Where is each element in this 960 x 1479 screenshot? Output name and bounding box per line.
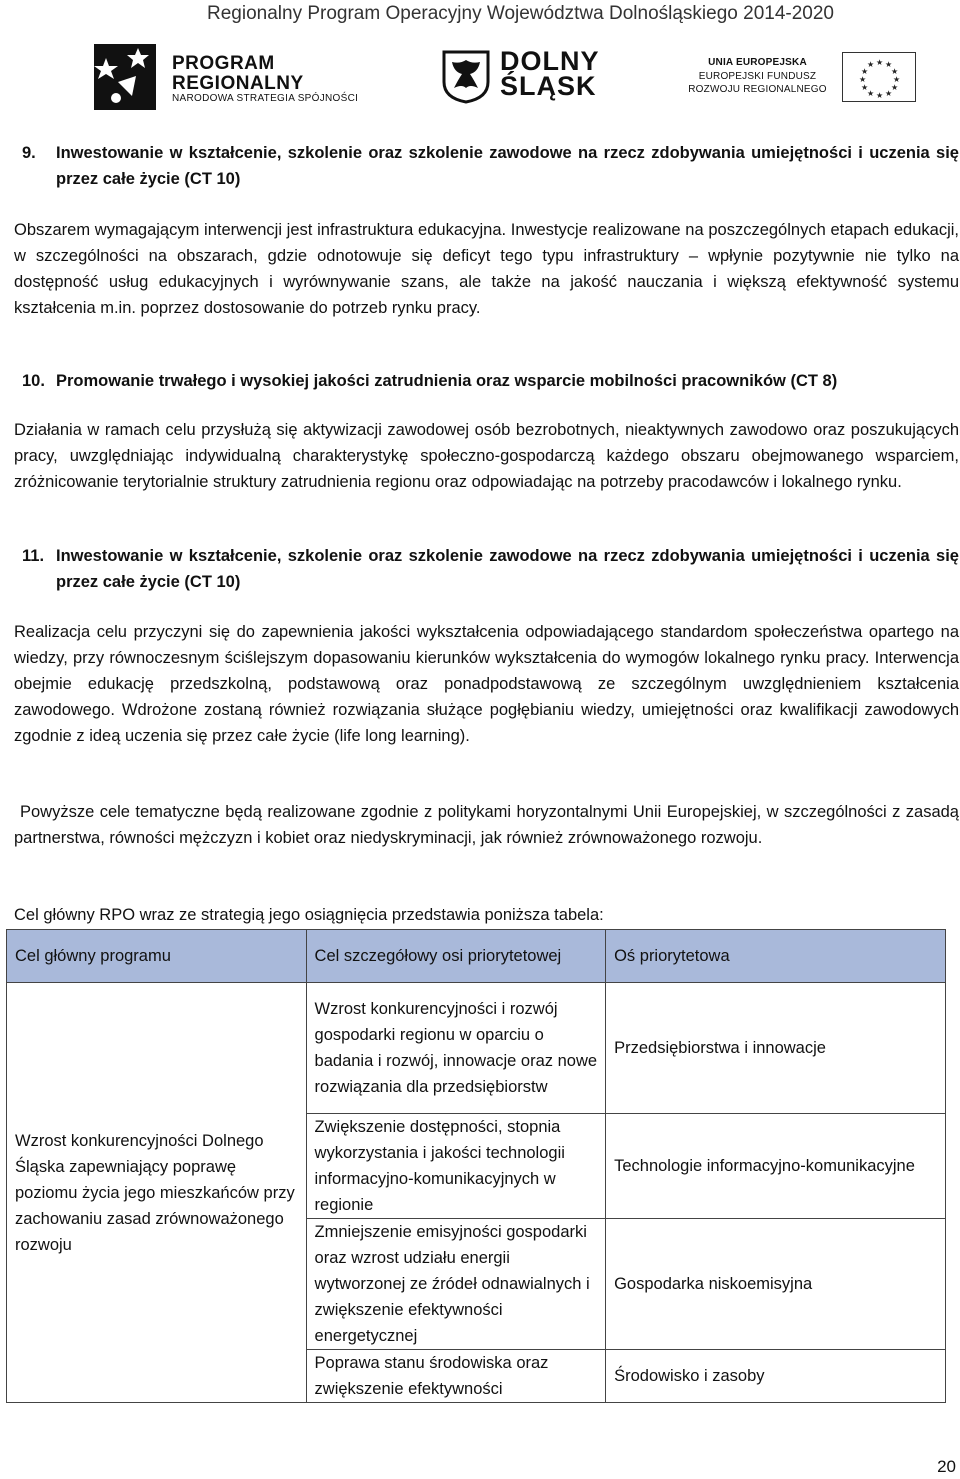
section-9 [14, 140, 959, 192]
priority-axis-cell: Gospodarka niskoemisyjna [606, 1219, 946, 1350]
page-number: 20 [937, 1457, 956, 1476]
section-11-heading [14, 543, 959, 595]
main-goal-cell: Wzrost konkurencyjności Dolnego Śląska zapewniający poprawę poziomu życia jego mieszkańców przy zachowaniu zasad zrównoważonego rozwoju [7, 983, 307, 1403]
table-row [7, 983, 946, 1114]
svg-text:★: ★ [885, 89, 893, 98]
eu-fund-logo [680, 50, 920, 110]
priority-axis-cell: Środowisko i zasoby [606, 1350, 946, 1403]
priority-axis-cell: Technologie informacyjno-komunikacyjne [606, 1114, 946, 1219]
section-9-body-block [14, 217, 959, 321]
table-intro-block [14, 902, 959, 928]
section-10-number: 10. [22, 372, 45, 390]
svg-text:★: ★ [885, 60, 893, 69]
logo-text-rozwoju: ROZWOJU REGIONALNEGO [688, 84, 827, 95]
logo-text-fundusz: EUROPEJSKI FUNDUSZ [698, 71, 817, 82]
section-11-body-block [14, 619, 959, 749]
program-regionalny-logo [92, 38, 392, 114]
section-9-number: 9. [22, 144, 36, 162]
svg-text:★: ★ [876, 91, 884, 100]
priority-axis-cell: Przedsiębiorstwa i innowacje [606, 983, 946, 1114]
logo-text-slask: ŚLĄSK [500, 71, 597, 101]
logo-bar [0, 38, 960, 118]
summary-paragraph: Powyższe cele tematyczne będą realizowane zgodnie z politykami horyzontalnymi Unii Europejskiej, w szczególności z zasadą partnerstwa, równości mężczyzn i kobiet oraz niedyskryminacji, jak również zrównoważonego rozwoju. [14, 803, 959, 847]
eagle-crest-icon [440, 48, 492, 104]
svg-text:★: ★ [861, 67, 869, 76]
specific-goal-cell: Zmniejszenie emisyjności gospodarki oraz wzrost udziału energii wytworzonej ze źródeł odnawialnych i zwiększenie efektywności energetycznej [306, 1219, 606, 1350]
svg-text:★: ★ [861, 83, 869, 92]
section-9-body: Obszarem wymagającym interwencji jest infrastruktura edukacyjna. Inwestycje realizowane na poszczególnych etapach edukacji, w szczególności na obszarach, gdzie odnotowuje się deficyt tego typu infrastruktury – wpłynie pozytywnie nie tylko na dostępność usług edukacyjnych i wyrównywanie szans, ale także na jakość nauczania i większą efektywność systemu kształcenia m.in. poprzez dostosowanie do potrzeb rynku pracy. [14, 221, 959, 317]
section-10-body: Działania w ramach celu przysłużą się aktywizacji zawodowej osób bezrobotnych, nieaktywnych zawodowo oraz poszukujących pracy, uwzględniając indywidualną charakterystykę społeczno-gospodarczą każdego obszaru obejmowanego wsparciem, zróżnicowanie terytorialnie struktury zatrudnienia regionu oraz odpowiadając na potrzeby pracodawców i lokalnego rynku. [14, 421, 959, 491]
header-specific-goal: Cel szczegółowy osi priorytetowej [306, 930, 606, 983]
eu-flag-icon [842, 52, 916, 102]
svg-text:★: ★ [891, 67, 899, 76]
section-10-body-block [14, 417, 959, 495]
header-priority-axis: Oś priorytetowa [606, 930, 946, 983]
program-star-icon [92, 38, 168, 114]
svg-text:★: ★ [867, 89, 875, 98]
svg-text:★: ★ [891, 83, 899, 92]
dolny-slask-logo [440, 48, 620, 108]
section-9-heading [14, 140, 959, 192]
logo-text-unia: UNIA EUROPEJSKA [708, 57, 807, 68]
section-10-heading [14, 368, 959, 394]
logo-text-nss: NARODOWA STRATEGIA SPÓJNOŚCI [172, 93, 359, 104]
section-9-title: Inwestowanie w kształcenie, szkolenie oraz szkolenie zawodowe na rzecz zdobywania umiejętności i uczenia się przez całe życie (CT 10) [56, 144, 959, 188]
specific-goal-cell: Zwiększenie dostępności, stopnia wykorzystania i jakości technologii informacyjno-komunikacyjnych w regionie [306, 1114, 606, 1219]
logo-text-program: PROGRAM [172, 53, 275, 74]
section-10-title: Promowanie trwałego i wysokiej jakości zatrudnienia oraz wsparcie mobilności pracowników (CT 8) [56, 372, 838, 390]
table-intro: Cel główny RPO wraz ze strategią jego osiągnięcia przedstawia poniższa tabela: [14, 906, 604, 924]
logo-text-dolny: DOLNY [500, 46, 600, 76]
svg-text:★: ★ [859, 75, 867, 84]
table-header-row [7, 930, 946, 983]
svg-text:★: ★ [893, 75, 901, 84]
section-11-number: 11. [22, 547, 45, 565]
section-11 [14, 543, 959, 595]
document-header-title: Regionalny Program Operacyjny Województwa Dolnośląskiego 2014-2020 [207, 3, 834, 24]
svg-text:★: ★ [867, 60, 875, 69]
svg-text:★: ★ [876, 58, 884, 67]
header-main-goal: Cel główny programu [7, 930, 307, 983]
specific-goal-cell: Wzrost konkurencyjności i rozwój gospodarki regionu w oparciu o badania i rozwój, innowacje oraz nowe rozwiązania dla przedsiębiorstw [306, 983, 606, 1114]
summary-block [14, 799, 959, 851]
section-11-body: Realizacja celu przyczyni się do zapewnienia jakości wykształcenia odpowiadającego standardom społeczeństwa opartego na wiedzy, przy równoczesnym ściślejszym dopasowaniu kierunków wykształcenia do wymogów lokalnego rynku pracy. Interwencja obejmie edukację przedszkolną, podstawową oraz ponadpodstawową ze szczególnym uwzględnieniem kształcenia zawodowego. Wdrożone zostaną również rozwiązania służące pogłębianiu wiedzy, umiejętności oraz kwalifikacji zawodowych zgodnie z ideą uczenia się przez całe życie (life long learning). [14, 623, 959, 745]
section-10 [14, 368, 959, 394]
rpo-goals-table [6, 929, 946, 1403]
logo-text-regionalny: REGIONALNY [172, 73, 304, 94]
specific-goal-cell: Poprawa stanu środowiska oraz zwiększenie efektywności [306, 1350, 606, 1403]
section-11-title: Inwestowanie w kształcenie, szkolenie oraz szkolenie zawodowe na rzecz zdobywania umiejętności i uczenia się przez całe życie (CT 10) [56, 547, 959, 591]
